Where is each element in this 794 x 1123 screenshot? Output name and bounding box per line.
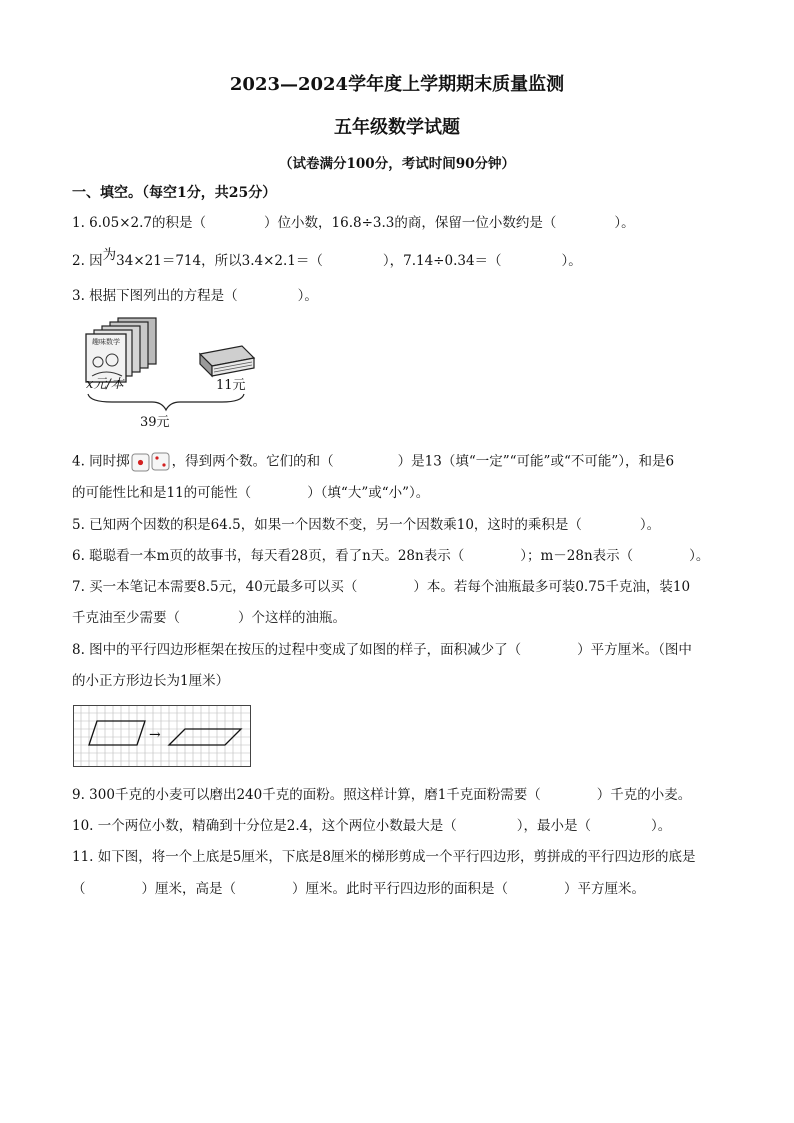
question-1 bbox=[72, 214, 635, 232]
q7-text-b: ）本。若每个油瓶最多可装0.75千克油，装10 bbox=[413, 579, 691, 595]
arrow-icon: → bbox=[149, 727, 161, 743]
q2-text-d: ）。 bbox=[561, 253, 582, 269]
parallelogram-grid-figure bbox=[73, 705, 251, 767]
q9-text-b: ）千克的小麦。 bbox=[596, 787, 692, 803]
question-2 bbox=[72, 247, 582, 270]
question-10 bbox=[72, 817, 671, 835]
q1-text-c: ）。 bbox=[614, 215, 635, 231]
q8-text-c: 的小正方形边长为1厘米） bbox=[72, 673, 230, 689]
single-book-price-label: 11元 bbox=[216, 378, 246, 393]
question-8-line-2 bbox=[72, 672, 229, 690]
q7-text-a: 7. 买一本笔记本需要8.5元，40元最多可以买（ bbox=[72, 579, 358, 595]
q11-text-a: 11. 如下图，将一个上底是5厘米，下底是8厘米的梯形剪成一个平行四边形，剪拼成的平行四边形的底是 bbox=[72, 849, 696, 865]
q11-text-c: ）厘米，高是（ bbox=[141, 881, 236, 897]
q3-text-b: ）。 bbox=[297, 288, 318, 304]
q4-text-b: ，得到两个数。它们的和（ bbox=[171, 453, 334, 470]
q4-text-e: ）（填“大”或“小”）。 bbox=[307, 485, 430, 501]
question-4-line-2 bbox=[72, 484, 429, 502]
q10-text-c: ）。 bbox=[650, 818, 672, 834]
q6-text-a: 6. 聪聪看一本m页的故事书，每天看28页，看了n天。28n表示（ bbox=[72, 548, 465, 564]
total-price-label: 39元 bbox=[140, 415, 170, 430]
q2-text-a: 2. 因 bbox=[72, 253, 103, 269]
single-book-icon bbox=[200, 346, 254, 376]
question-3 bbox=[72, 287, 318, 305]
q9-text-a: 9. 300千克的小麦可以磨出240千克的面粉。照这样计算，磨1千克面粉需要（ bbox=[72, 787, 541, 803]
question-7-line-1 bbox=[72, 578, 690, 596]
q8-text-b: ）平方厘米。（图中 bbox=[577, 642, 692, 658]
q10-text-b: ），最小是（ bbox=[516, 818, 591, 834]
q4-text-a: 4. 同时掷 bbox=[72, 453, 130, 470]
q1-text-b: ）位小数，16.8÷3.3的商，保留一位小数约是（ bbox=[264, 215, 557, 231]
dice-icon bbox=[131, 452, 171, 472]
q11-text-b: （ bbox=[72, 881, 86, 897]
question-6 bbox=[72, 547, 709, 565]
books-figure bbox=[82, 312, 262, 432]
exam-subtitle: 五年级数学试题 bbox=[334, 117, 460, 138]
question-9 bbox=[72, 786, 691, 804]
question-7-line-2 bbox=[72, 609, 346, 627]
question-11-line-1 bbox=[72, 848, 695, 866]
q2-text-b: 34×21＝714，所以3.4×2.1＝（ bbox=[116, 253, 323, 269]
q5-text-b: ）。 bbox=[639, 517, 661, 533]
q6-text-b: ）；m－28n表示（ bbox=[520, 548, 634, 564]
exam-note: （试卷满分100分，考试时间90分钟） bbox=[279, 156, 515, 172]
price-per-book-label: x元/本 bbox=[86, 377, 124, 392]
q8-text-a: 8. 图中的平行四边形框架在按压的过程中变成了如图的样子，面积减少了（ bbox=[72, 642, 522, 658]
total-brace bbox=[88, 394, 244, 410]
q6-text-c: ）。 bbox=[689, 548, 710, 564]
q11-text-e: ）平方厘米。 bbox=[564, 881, 645, 897]
exam-title: 2023—2024学年度上学期期末质量监测 bbox=[229, 74, 565, 95]
book-cover-text: 趣味数学 bbox=[92, 338, 120, 346]
q3-text-a: 3. 根据下图列出的方程是（ bbox=[72, 288, 238, 304]
q7-text-d: ）个这样的油瓶。 bbox=[238, 610, 346, 626]
math-books-icon bbox=[86, 318, 156, 382]
section-heading: 一、填空。（每空1分，共25分） bbox=[72, 185, 277, 201]
q5-text-a: 5. 已知两个因数的积是64.5，如果一个因数不变，另一个因数乘10，这时的乘积是（ bbox=[72, 517, 582, 533]
q2-text-wei: 为 bbox=[102, 247, 117, 263]
question-11-line-2 bbox=[72, 880, 645, 898]
q10-text-a: 10. 一个两位小数，精确到十分位是2.4，这个两位小数最大是（ bbox=[72, 818, 457, 834]
q1-text-a: 1. 6.05×2.7的积是（ bbox=[72, 215, 207, 231]
q4-text-c: ）是13（填“一定”“可能”或“不可能”），和是6 bbox=[397, 453, 675, 470]
question-8-line-1 bbox=[72, 641, 692, 659]
q7-text-c: 千克油至少需要（ bbox=[72, 610, 180, 626]
question-4-line-1 bbox=[72, 452, 674, 472]
q11-text-d: ）厘米。此时平行四边形的面积是（ bbox=[292, 881, 508, 897]
q4-text-d: 的可能性比和是11的可能性（ bbox=[72, 485, 252, 501]
question-5 bbox=[72, 516, 660, 534]
q2-text-c: ），7.14÷0.34＝（ bbox=[382, 253, 502, 269]
